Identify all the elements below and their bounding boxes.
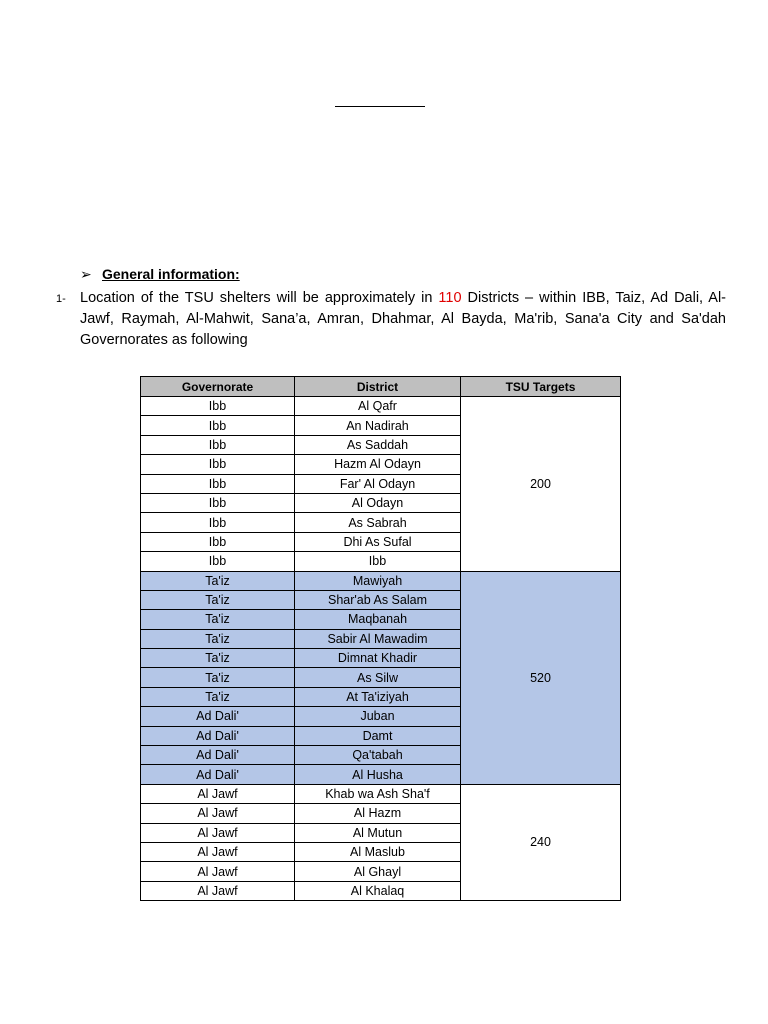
governorate-cell: Ta'iz — [141, 687, 295, 706]
governorate-cell: Ad Dali' — [141, 765, 295, 784]
section-heading — [80, 266, 240, 283]
governorate-cell: Al Jawf — [141, 784, 295, 803]
tsu-target-cell: 520 — [461, 571, 621, 784]
district-cell: Juban — [295, 707, 461, 726]
district-cell: Al Hazm — [295, 804, 461, 823]
district-cell: Ibb — [295, 552, 461, 571]
district-cell: Al Khalaq — [295, 881, 461, 900]
table-row — [141, 784, 621, 803]
district-cell: Shar'ab As Salam — [295, 590, 461, 609]
governorate-cell: Ibb — [141, 397, 295, 416]
table-row — [141, 571, 621, 590]
top-rule — [335, 106, 425, 107]
governorate-cell: Ibb — [141, 493, 295, 512]
district-cell: Al Husha — [295, 765, 461, 784]
district-cell: As Sabrah — [295, 513, 461, 532]
header-tsu-targets: TSU Targets — [461, 377, 621, 397]
governorate-cell: Ad Dali' — [141, 707, 295, 726]
governorate-cell: Ibb — [141, 513, 295, 532]
district-cell: Hazm Al Odayn — [295, 455, 461, 474]
governorate-cell: Ta'iz — [141, 649, 295, 668]
paragraph-text-before: Location of the TSU shelters will be approximately in — [80, 290, 439, 306]
governorate-cell: Ibb — [141, 416, 295, 435]
tsu-target-cell: 240 — [461, 784, 621, 900]
district-count: 110 — [438, 290, 462, 306]
table-body — [141, 397, 621, 901]
district-cell: As Saddah — [295, 435, 461, 454]
governorate-cell: Al Jawf — [141, 823, 295, 842]
district-cell: At Ta'iziyah — [295, 687, 461, 706]
district-cell: Sabir Al Mawadim — [295, 629, 461, 648]
governorate-cell: Al Jawf — [141, 862, 295, 881]
arrow-bullet-icon: ➢ — [80, 266, 92, 282]
district-cell: An Nadirah — [295, 416, 461, 435]
district-cell: Damt — [295, 726, 461, 745]
district-cell: Khab wa Ash Sha'f — [295, 784, 461, 803]
district-cell: Al Ghayl — [295, 862, 461, 881]
governorate-cell: Ta'iz — [141, 571, 295, 590]
list-number: 1- — [56, 293, 66, 305]
district-cell: Al Mutun — [295, 823, 461, 842]
governorate-cell: Ad Dali' — [141, 746, 295, 765]
paragraph-text-after: Districts – within IBB, Taiz, Ad Dali, Al-Jawf, Raymah, Al-Mahwit, Sana’a, Amran, Dhahmar, Al Bayda, Ma'rib, Sana'a City and Sa'dah Governorates as following — [80, 290, 727, 348]
district-cell: Maqbanah — [295, 610, 461, 629]
governorate-cell: Ad Dali' — [141, 726, 295, 745]
governorate-cell: Ta'iz — [141, 629, 295, 648]
district-cell: Dhi As Sufal — [295, 532, 461, 551]
governorate-cell: Ibb — [141, 455, 295, 474]
header-governorate: Governorate — [141, 377, 295, 397]
district-cell: Far' Al Odayn — [295, 474, 461, 493]
tsu-targets-table — [140, 376, 621, 901]
tsu-target-cell: 200 — [461, 397, 621, 572]
location-paragraph — [80, 288, 726, 351]
header-district: District — [295, 377, 461, 397]
governorate-cell: Ta'iz — [141, 590, 295, 609]
district-cell: As Silw — [295, 668, 461, 687]
governorate-cell: Al Jawf — [141, 881, 295, 900]
district-cell: Mawiyah — [295, 571, 461, 590]
governorate-cell: Ibb — [141, 474, 295, 493]
district-cell: Al Odayn — [295, 493, 461, 512]
district-cell: Dimnat Khadir — [295, 649, 461, 668]
governorate-cell: Al Jawf — [141, 842, 295, 861]
governorate-cell: Ta'iz — [141, 610, 295, 629]
district-cell: Qa'tabah — [295, 746, 461, 765]
governorate-cell: Ta'iz — [141, 668, 295, 687]
table-header-row — [141, 377, 621, 397]
district-cell: Al Qafr — [295, 397, 461, 416]
district-cell: Al Maslub — [295, 842, 461, 861]
table-row — [141, 397, 621, 416]
governorate-cell: Ibb — [141, 552, 295, 571]
governorate-cell: Al Jawf — [141, 804, 295, 823]
governorate-cell: Ibb — [141, 532, 295, 551]
governorate-cell: Ibb — [141, 435, 295, 454]
heading-text: General information: — [102, 266, 240, 282]
